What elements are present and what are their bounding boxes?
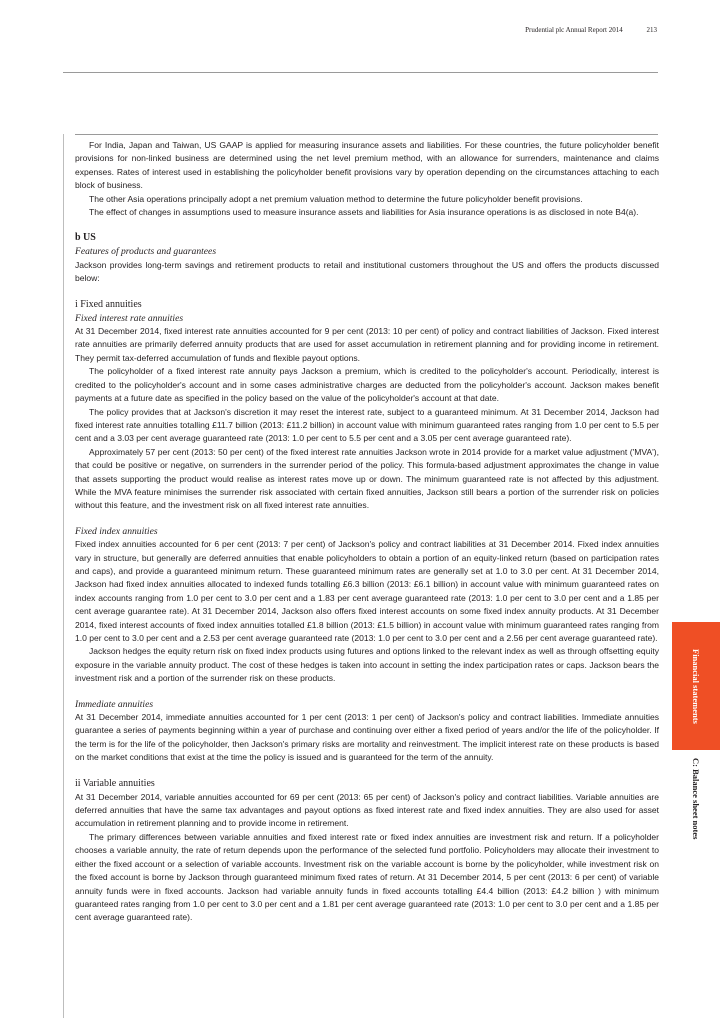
features-heading: Features of products and guarantees: [75, 246, 217, 258]
variable-paragraph-2: The primary differences between variable annuities and fixed interest rate or fixed index annuities are investment risk and return. If a policyholder chooses a variable annuity, the rate of return depends upon the performance of the selected fund portfolio. Policyholders may allocate their investment to either the fixed account or a selection of variable accounts. Investment risk on the variable account is borne by the policyholder, while investment risk on the fixed account is borne by Jackson through guaranteed minimum fixed rates of return. At 31 December 2014, 5 per cent (2013: 6 per cent) of variable annuity funds were in fixed accounts. Jackson had variable annuity funds in fixed accounts totalling £4.4 billion (2013: £4.2 billion ) with minimum guaranteed rates ranging from 1.0 per cent to 3.0 per cent and a 1.81 per cent average guaranteed rate (2013: 1.0 per cent to 3.0 per cent and a 1.85 per cent average guaranteed rate).: [75, 831, 659, 923]
page-number: 213: [646, 26, 657, 34]
fixed-index-paragraph-2: Jackson hedges the equity return risk on fixed index products using futures and options linked to the relevant index as well as through offsetting equity exposure in the variable annuity product. The cost of these hedges is taken into account in setting the index participation rates or caps. Jackson bears the investment risk and a portion of the surrender risk on these products.: [75, 646, 659, 684]
intro-paragraph-1: For India, Japan and Taiwan, US GAAP is applied for measuring insurance assets and liabilities. For these countries, the future policyholder benefit provisions for non-linked business are determined using the net level premium method, with an allowance for surrenders, maintenance and claims expenses. Rates of interest used in establishing the policyholder benefit provisions vary by operation depending on the circumstances attaching to each block of business.: [75, 140, 659, 191]
report-title: Prudential plc Annual Report 2014: [525, 26, 623, 34]
fixed-interest-paragraph-4: Approximately 57 per cent (2013: 50 per cent) of the fixed interest rate annuities Jackson wrote in 2014 provide for a market value adjustment ('MVA'), that could be positive or negative, on surrenders in the surrender period of the policy. This formula-based adjustment approximates the change in value that assets supporting the product would realise as interest rates move up or down. The minimum guaranteed rate is not affected by this adjustment. While the MVA feature minimises the surrender risk associated with certain fixed annuities, Jackson still bears a portion of the surrender risk on policies without this feature, and the investment risk on all fixed interest rate annuities.: [75, 446, 659, 511]
financial-statements-tab-label: Financial statements: [691, 648, 701, 724]
fixed-interest-heading: Fixed interest rate annuities: [75, 312, 184, 324]
intro-paragraph-2: The other Asia operations principally adopt a net premium valuation method to determine the future policyholder benefit provisions.: [89, 193, 583, 204]
fixed-interest-paragraph-1: At 31 December 2014, fixed interest rate annuities accounted for 9 per cent (2013: 10 per cent) of policy and contract liabilities of Jackson. Fixed interest rate annuities are primarily deferred annuity products that are used for asset accumulation in retirement planning and for providing income in retirement. They permit tax-deferred accumulation of funds and flexible payout options.: [75, 326, 659, 363]
page-header: [525, 26, 657, 34]
financial-statements-tab[interactable]: [672, 622, 720, 750]
balance-sheet-notes-tab-label: C: Balance sheet notes: [691, 758, 701, 840]
balance-sheet-notes-tab[interactable]: [672, 758, 720, 858]
section-heading-us: b US: [75, 232, 96, 244]
fixed-interest-paragraph-3: The policy provides that at Jackson's discretion it may reset the interest rate, subject to a guaranteed minimum. At 31 December 2014, Jackson had fixed interest rate annuities totalling £11.7 billion (2013: £11.2 billion) in account value with minimum guaranteed rates ranging from 1.0 per cent to 5.5 per cent and a 3.03 per cent average guaranteed rate (2013: 1.0 per cent to 5.5 per cent and a 3.05 per cent average guaranteed rate).: [75, 406, 659, 444]
header-rule: [63, 72, 658, 73]
variable-annuities-heading: ii Variable annuities: [75, 777, 155, 789]
immediate-paragraph-1: At 31 December 2014, immediate annuities accounted for 1 per cent (2013: 1 per cent) of Jackson's policy and contract liabilities. Immediate annuities guarantee a series of payments beginning within a year of purchase and continuing over either a fixed period of years and/or the life of the policyholder. If the term is for the life of the policyholder, then Jackson's primary risks are mortality and reinvestment. The implicit interest rate on these products is based on the market conditions that exist at the time the policy is issued and is guaranteed for the term of the annuity.: [75, 712, 659, 763]
fixed-annuities-heading: i Fixed annuities: [75, 298, 142, 310]
fixed-interest-paragraph-2: The policyholder of a fixed interest rate annuity pays Jackson a premium, which is credited to the policyholder's account. Periodically, interest is credited to the policyholder's account and in some cases administrative charges are deducted from the policyholder's account. Jackson makes benefit payments at a future date as specified in the policy based on the value of the policyholder's account at that date.: [75, 366, 659, 404]
section-rule: [75, 134, 658, 135]
fixed-index-heading: Fixed index annuities: [75, 525, 158, 537]
intro-paragraph-3: The effect of changes in assumptions used to measure insurance assets and liabilities for Asia insurance operations is as disclosed in note B4(a).: [89, 207, 639, 218]
variable-paragraph-1: At 31 December 2014, variable annuities accounted for 69 per cent (2013: 65 per cent) of Jackson's policy and contract liabilities. Variable annuities are deferred annuities that have the same tax advantages and payout options as fixed interest rate and fixed index annuities. They are also used for asset accumulation in retirement planning and to provide income in retirement.: [75, 791, 659, 829]
main-text: [75, 139, 659, 925]
features-paragraph: Jackson provides long-term savings and retirement products to retail and institutional customers throughout the US and offers the products discussed below:: [75, 259, 659, 284]
fixed-index-paragraph-1: Fixed index annuities accounted for 6 per cent (2013: 7 per cent) of Jackson's policy and contract liabilities at 31 December 2014. Fixed index annuities vary in structure, but generally are deferred annuities that enable policyholders to obtain a portion of an equity-linked return (based on participation rates and caps), and provide a guaranteed minimum return. These guaranteed minimum rates are generally set at 1.0 to 3.0 per cent. At 31 December 2014, Jackson had fixed index annuities allocated to indexed funds totalling £6.3 billion (2013: £6.1 billion) in account value with minimum guaranteed rates on index accounts ranging from 1.0 per cent to 3.0 per cent and a 1.83 per cent average guaranteed rate (2013: 1.0 per cent to 3.0 per cent and a 1.85 per cent average guarantee rate). At 31 December 2014, Jackson also offers fixed interest accounts on some fixed index annuity products. At 31 December 2014, fixed interest accounts of fixed index annuities totalled £1.8 billion (2013: £1.5 billion) in account value with minimum guaranteed rates ranging from 1.0 per cent to 3.0 per cent and a 2.53 per cent average guaranteed rate (2013: 1.0 per cent to 3.0 per cent and a 2.56 per cent average guaranteed rate).: [75, 539, 659, 643]
immediate-heading: Immediate annuities: [75, 698, 154, 710]
margin-line: [63, 134, 64, 1018]
